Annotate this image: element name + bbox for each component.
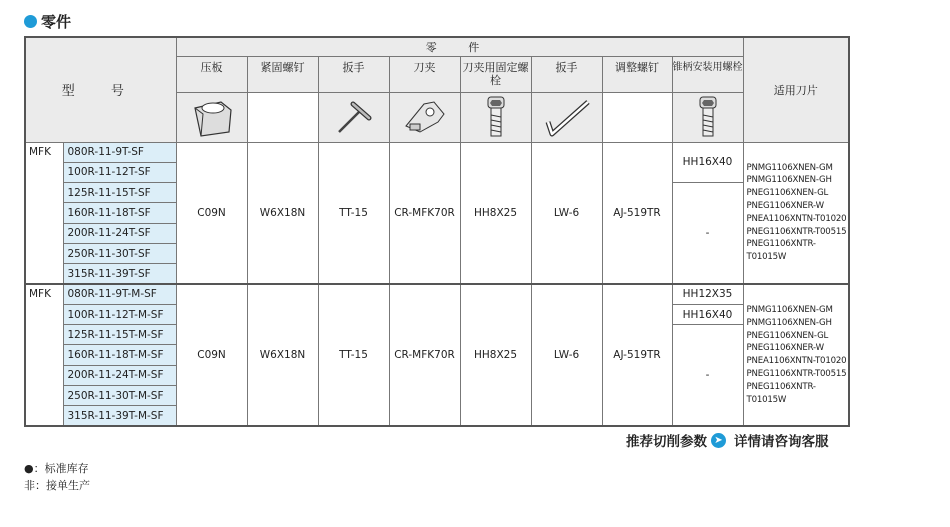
recommend-text[interactable]: 推荐切削参数 <box>626 434 707 450</box>
insert-item: PNEG1106XNEN-GL <box>746 188 829 199</box>
screw-value: W6X18N <box>247 284 318 426</box>
adjust-screw-value: AJ-519TR <box>602 142 672 284</box>
wrench2-value: LW-6 <box>531 284 602 426</box>
model-header: 型 号 <box>25 37 176 142</box>
col-header-holder: 刀夹 <box>389 56 460 92</box>
model-cell: 250R-11-30T-SF <box>63 243 176 263</box>
model-prefix: MFK <box>25 284 63 426</box>
col-header-wrench: 扳手 <box>318 56 389 92</box>
insert-item: PNEG1106XNTR-T01015W <box>746 239 816 263</box>
model-cell: 200R-11-24T-SF <box>63 223 176 243</box>
clamp-image <box>176 92 247 142</box>
col-header-adjust-screw: 调整螺钉 <box>602 56 672 92</box>
insert-item: PNMG1106XNEN-GH <box>746 175 832 186</box>
model-cell: 125R-11-15T-M-SF <box>63 325 176 345</box>
insert-item: PNMG1106XNEN-GH <box>746 317 832 328</box>
taper-bolt-value: HH16X40 <box>672 142 743 183</box>
parts-group-header: 零 件 <box>176 37 743 56</box>
bullet-icon <box>24 15 37 28</box>
applicable-inserts-header: 适用刀片 <box>743 37 849 142</box>
cap-screw-image <box>460 92 531 142</box>
inserts-list <box>743 142 849 284</box>
inserts-list <box>743 284 849 426</box>
model-cell: 160R-11-18T-M-SF <box>63 345 176 365</box>
legend-symbol: 非 <box>24 479 35 492</box>
model-cell: 200R-11-24T-M-SF <box>63 365 176 385</box>
screw-image <box>247 92 318 142</box>
model-cell: 080R-11-9T-SF <box>63 142 176 162</box>
insert-item: PNEG1106XNTR-T01015W <box>746 381 816 405</box>
insert-item: PNMG1106XNEN-GM <box>746 162 833 173</box>
model-prefix: MFK <box>25 142 63 284</box>
insert-item: PNEA1106XNTN-T01020 <box>746 213 847 224</box>
col-header-screw: 紧固螺钉 <box>247 56 318 92</box>
model-cell: 160R-11-18T-SF <box>63 203 176 223</box>
cartridge-image <box>389 92 460 142</box>
screw-value: W6X18N <box>247 142 318 284</box>
model-cell: 315R-11-39T-SF <box>63 264 176 284</box>
holder-bolt-value: HH8X25 <box>460 142 531 284</box>
wrench-value: TT-15 <box>318 284 389 426</box>
taper-bolt-image <box>672 92 743 142</box>
model-cell: 080R-11-9T-M-SF <box>63 284 176 304</box>
insert-item: PNEG1106XNEN-GL <box>746 330 829 341</box>
taper-bolt-value: HH12X35 <box>672 284 743 304</box>
legend-stock: ●：标准库存 <box>24 462 89 475</box>
recommend-cutting-link[interactable] <box>626 430 829 450</box>
parts-table <box>24 36 850 427</box>
taper-bolt-value: - <box>672 183 743 284</box>
wrench-value: TT-15 <box>318 142 389 284</box>
insert-item: PNMG1106XNEN-GM <box>746 304 833 315</box>
wrench2-value: LW-6 <box>531 142 602 284</box>
col-header-taper-bolt: 锥柄安装用螺栓 <box>672 56 743 92</box>
legend-text: 接单生产 <box>46 479 90 492</box>
insert-item: PNEG1106XNTR-T00515 <box>746 226 847 237</box>
insert-item: PNEG1106XNER-W <box>746 200 824 211</box>
holder-value: CR-MFK70R <box>389 142 460 284</box>
insert-item: PNEA1106XNTN-T01020 <box>746 356 847 367</box>
torx-wrench-image <box>318 92 389 142</box>
contact-text: 详情请咨询客服 <box>734 434 829 450</box>
col-header-wrench2: 扳手 <box>531 56 602 92</box>
col-header-holder-bolt: 刀夹用固定螺栓 <box>460 56 531 92</box>
clamp-value: C09N <box>176 284 247 426</box>
section-title <box>24 11 71 32</box>
arrow-right-icon[interactable]: ➤ <box>711 433 726 448</box>
model-cell: 100R-11-12T-M-SF <box>63 304 176 324</box>
clamp-value: C09N <box>176 142 247 284</box>
col-header-clamp: 压板 <box>176 56 247 92</box>
legend-symbol: ● <box>24 462 34 475</box>
adjust-screw-value: AJ-519TR <box>602 284 672 426</box>
model-cell: 250R-11-30T-M-SF <box>63 386 176 406</box>
model-cell: 315R-11-39T-M-SF <box>63 406 176 426</box>
legend-text: 标准库存 <box>44 462 89 475</box>
model-cell: 125R-11-15T-SF <box>63 183 176 203</box>
hex-wrench-image <box>531 92 602 142</box>
model-cell: 100R-11-12T-SF <box>63 162 176 182</box>
taper-bolt-value: HH16X40 <box>672 304 743 324</box>
insert-item: PNEG1106XNER-W <box>746 343 824 354</box>
insert-item: PNEG1106XNTR-T00515 <box>746 368 847 379</box>
legend-order: 非：接单生产 <box>24 479 90 492</box>
section-title-text: 零件 <box>41 13 72 31</box>
adjust-screw-image <box>602 92 672 142</box>
holder-bolt-value: HH8X25 <box>460 284 531 426</box>
holder-value: CR-MFK70R <box>389 284 460 426</box>
taper-bolt-value: - <box>672 325 743 426</box>
